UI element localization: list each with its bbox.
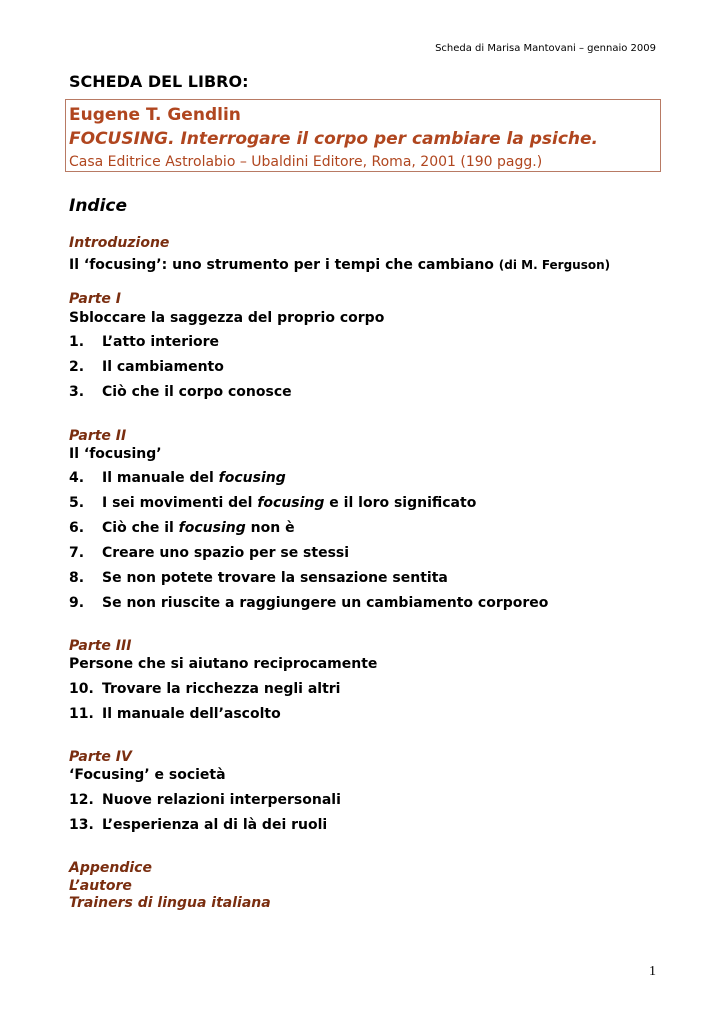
trainers-label: Trainers di lingua italiana	[69, 895, 271, 911]
page-number: 1	[649, 964, 656, 979]
chapter-title-part: Ciò che il	[102, 520, 179, 536]
scheda-title: SCHEDA DEL LIBRO:	[69, 72, 249, 91]
book-info-box	[65, 99, 661, 172]
chapter-title	[102, 470, 286, 486]
appendix-label: Appendice	[69, 860, 152, 876]
parte1-title: Sbloccare la saggezza del proprio corpo	[69, 310, 385, 326]
chapter-title: Ciò che il corpo conosce	[102, 384, 292, 400]
chapter-title: Nuove relazioni interpersonali	[102, 792, 341, 808]
chapter-number: 4.	[69, 470, 85, 486]
chapter-title-part: e il loro significato	[324, 495, 477, 511]
chapter-title: L’esperienza al di là dei ruoli	[102, 817, 328, 833]
chapter-title: Creare uno spazio per se stessi	[102, 545, 350, 561]
chapter-title-part: non è	[245, 520, 295, 536]
chapter-title-italic: focusing	[257, 495, 325, 511]
parte4-title: ‘Focusing’ e società	[69, 767, 226, 783]
chapter-number: 5.	[69, 495, 85, 511]
chapter-number: 2.	[69, 359, 85, 375]
chapter-title	[102, 520, 295, 536]
intro-note: (di M. Ferguson)	[498, 258, 611, 272]
chapter-title: L’atto interiore	[102, 334, 220, 350]
chapter-number: 1.	[69, 334, 85, 350]
parte3-label: Parte III	[69, 638, 132, 654]
chapter-title: Il cambiamento	[102, 359, 224, 375]
chapter-title	[102, 495, 476, 511]
header-note: Scheda di Marisa Mantovani – gennaio 2009	[435, 43, 656, 54]
chapter-title: Trovare la ricchezza negli altri	[102, 681, 341, 697]
chapter-number: 9.	[69, 595, 85, 611]
chapter-number: 13.	[69, 817, 94, 833]
parte2-title: Il ‘focusing’	[69, 446, 162, 462]
indice-heading: Indice	[69, 196, 128, 216]
chapter-title: Se non potete trovare la sensazione sentita	[102, 570, 448, 586]
chapter-number: 11.	[69, 706, 94, 722]
parte3-title: Persone che si aiutano reciprocamente	[69, 656, 378, 672]
parte4-label: Parte IV	[69, 749, 132, 765]
chapter-title-italic: focusing	[218, 470, 286, 486]
chapter-number: 10.	[69, 681, 94, 697]
intro-entry	[69, 257, 610, 273]
chapter-title-part: I sei movimenti del	[102, 495, 258, 511]
chapter-number: 12.	[69, 792, 94, 808]
chapter-number: 6.	[69, 520, 85, 536]
chapter-title: Se non riuscite a raggiungere un cambiamento corporeo	[102, 595, 549, 611]
intro-text: Il ‘focusing’: uno strumento per i tempi che cambiano	[69, 257, 494, 273]
chapter-number: 7.	[69, 545, 85, 561]
parte2-label: Parte II	[69, 428, 127, 444]
intro-label: Introduzione	[69, 235, 170, 251]
chapter-title-part: Il manuale del	[102, 470, 219, 486]
book-title: FOCUSING. Interrogare il corpo per cambiare la psiche.	[69, 129, 599, 149]
book-publisher: Casa Editrice Astrolabio – Ubaldini Editore, Roma, 2001 (190 pagg.)	[69, 154, 543, 170]
chapter-number: 3.	[69, 384, 85, 400]
chapter-number: 8.	[69, 570, 85, 586]
book-author: Eugene T. Gendlin	[69, 105, 241, 125]
chapter-title-italic: focusing	[178, 520, 246, 536]
chapter-title: Il manuale dell’ascolto	[102, 706, 281, 722]
parte1-label: Parte I	[69, 291, 121, 307]
author-label: L’autore	[69, 878, 132, 894]
